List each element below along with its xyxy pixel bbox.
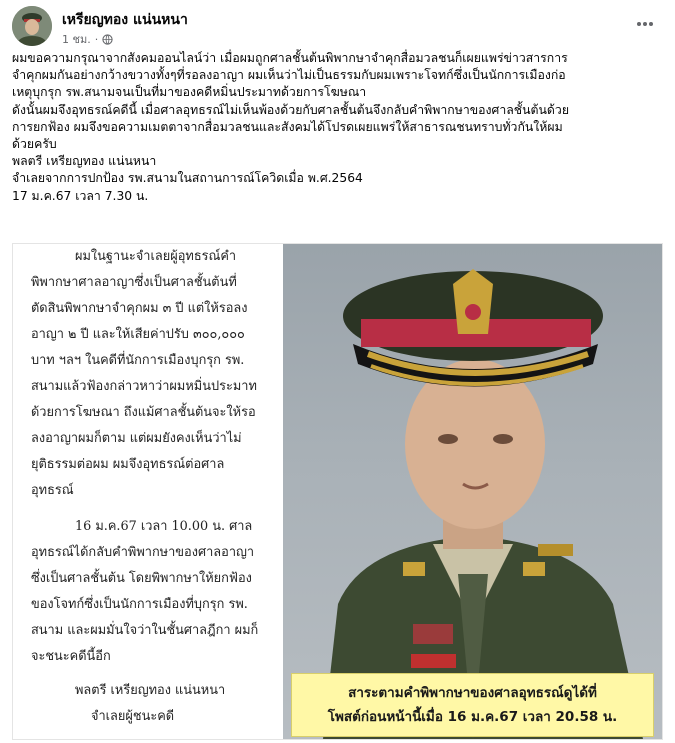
officer-photo	[283, 244, 662, 739]
statement-line: ด้วยการโฆษณา ถึงแม้ศาลชั้นต้นจะให้รอ	[31, 405, 256, 420]
statement-line: ซึ่งเป็นศาลชั้นต้น โดยพิพากษาให้ยกฟ้อง	[31, 571, 252, 586]
statement-line: อุทธรณ์ได้กลับคำพิพากษาของศาลอาญา	[31, 545, 255, 560]
statement-line: ของโจทก์ซึ่งเป็นนักการเมืองที่บุกรุก รพ.	[31, 597, 248, 612]
post-line: เหตุบุกรุก รพ.สนามจนเป็นที่มาของคดีหมิ่นประมาทด้วยการโฆษณา	[12, 85, 367, 100]
more-icon[interactable]	[631, 14, 659, 34]
post-image[interactable]	[12, 243, 663, 740]
statement-line: อุทธรณ์	[31, 483, 74, 498]
post-meta: 1 ชม. ·	[62, 30, 113, 48]
post-line: การยกฟ้อง ผมจึงขอความเมตตาจากสื่อมวลชนและสังคมได้โปรดเผยแพร่ให้สาธารณชนทราบทั่วกันให้ผม	[12, 119, 563, 134]
caption-line: สาระตามคำพิพากษาของศาลอุทธรณ์ดูได้ที่	[348, 685, 597, 701]
statement-line: 16 ม.ค.67 เวลา 10.00 น. ศาล	[75, 519, 253, 534]
globe-icon	[102, 34, 113, 45]
statement-signature: พลตรี เหรียญทอง แน่นหนา	[75, 683, 226, 698]
caption-line: โพสต์ก่อนหน้านี้เมื่อ 16 ม.ค.67 เวลา 20.58 น.	[327, 709, 618, 725]
post-line: ด้วยครับ	[12, 137, 57, 152]
caption-box	[291, 673, 654, 737]
statement-line: ผมในฐานะจำเลยผู้อุทธรณ์คำ	[75, 249, 237, 264]
statement-line: ตัดสินพิพากษาจำคุกผม ๓ ปี แต่ให้รอลง	[31, 301, 248, 316]
statement-line: ยุติธรรมต่อผม ผมจึงอุทธรณ์ต่อศาล	[31, 457, 225, 472]
post-body	[12, 50, 667, 205]
post-time[interactable]: 1 ชม.	[62, 33, 91, 46]
post-line: จำคุกผมกันอย่างกว้างขวางทั้งๆที่รอลงอาญา ผมเห็นว่าไม่เป็นธรรมกับผมเพราะโจทก์ซึ่งเป็นนักการเมืองก่อ	[12, 68, 566, 83]
post-line: ดังนั้นผมจึงอุทธรณ์คดีนี้ เมื่อศาลอุทธรณ์ไม่เห็นพ้องด้วยกับศาลชั้นต้นจึงกลับคำพิพากษาของศาลชั้นต้นด้วย	[12, 102, 570, 117]
statement-line: สนาม และผมมั่นใจว่าในชั้นศาลฎีกา ผมก็	[31, 623, 259, 638]
statement-line: ลงอาญาผมก็ตาม แต่ผมยังคงเห็นว่าไม่	[31, 431, 242, 446]
statement-line: สนามแล้วฟ้องกล่าวหาว่าผมหมิ่นประมาท	[31, 379, 257, 394]
post-header	[12, 6, 663, 46]
post-line: ผมขอความกรุณาจากสังคมออนไลน์ว่า เมื่อผมถูกศาลชั้นต้นพิพากษาจำคุกสื่อมวลชนก็เผยแพร่ข่าวสารการ	[12, 51, 568, 65]
statement-line: อาญา ๒ ปี และให้เสียค่าปรับ ๓๐๐,๐๐๐	[31, 327, 245, 342]
post-line: พลตรี เหรียญทอง แน่นหนา	[12, 154, 157, 169]
avatar[interactable]	[12, 6, 52, 46]
statement-line: พิพากษาศาลอาญาซึ่งเป็นศาลชั้นต้นที่	[31, 275, 237, 290]
statement-signature-title: จำเลยผู้ชนะคดี	[91, 709, 175, 724]
statement-line: จะชนะคดีนี้อีก	[31, 649, 111, 664]
statement-line: บาท ฯลฯ ในคดีที่นักการเมืองบุกรุก รพ.	[31, 353, 245, 368]
post-line: 17 ม.ค.67 เวลา 7.30 น.	[12, 188, 149, 203]
post-line: จำเลยจากการปกป้อง รพ.สนามในสถานการณ์โควิดเมื่อ พ.ศ.2564	[12, 171, 363, 186]
statement-panel	[13, 244, 283, 739]
author-name[interactable]: เหรียญทอง แน่นหนา	[62, 12, 188, 28]
